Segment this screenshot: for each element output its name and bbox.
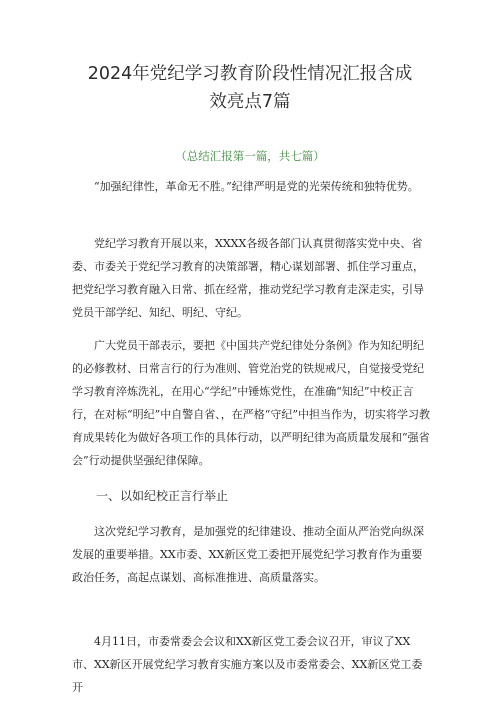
paragraph-1: “加强纪律性，革命无不胜。”纪律严明是党的光荣传统和独特优势。 [94,180,419,193]
document-subtitle: （总结汇报第一篇，共七篇） [175,149,325,163]
paragraph-2: 党纪学习教育开展以来，XXXX各级各部门认真贯彻落实党中央、省委、市委关于党纪学习教育的决策部署，精心谋划部署、抓住学习重点，把党纪学习教育融入日常、抓在经常，推动党纪学习教育走深走实，引导党员干部学纪、知纪、明纪、守纪。 [72,237,424,319]
paragraph-3: 广大党员干部表示，要把《中国共产党纪律处分条例》作为知纪明纪的必修教材、日常言行的行为准则、管党治党的铁规戒尺，自觉接受党纪学习教育淬炼洗礼，在用心“学纪”中锤炼党性，在准确“知纪”中校正言行，在对标“明纪”中自警自省、，在严格“守纪”中担当作为，切实将学习教育成果转化为做好各项工作的具体行动，以严明纪律为高质量发展和“强省会”行动提供坚强纪律保障。 [72,339,430,467]
paragraph-5: 4月11日，市委常委会会议和XX新区党工委会议召开，审议了XX市、XX新区开展党纪学习教育实施方案以及市委常委会、XX新区党工委开 [72,635,423,694]
section-heading-1: 一、以如纪校正言行举止 [96,489,229,503]
title-line-2: 效亮点7篇 [209,92,291,112]
paragraph-4: 这次党纪学习教育，是加强党的纪律建设、推动全面从严治党向纵深发展的重要举措。XX市委、XX新区党工委把开展党纪学习教育作为重要政治任务，高起点谋划、高标准推进、高质量落实。 [72,525,424,584]
title-line-1: 2024年党纪学习教育阶段性情况汇报含成 [87,64,413,84]
document-title [50,60,450,116]
